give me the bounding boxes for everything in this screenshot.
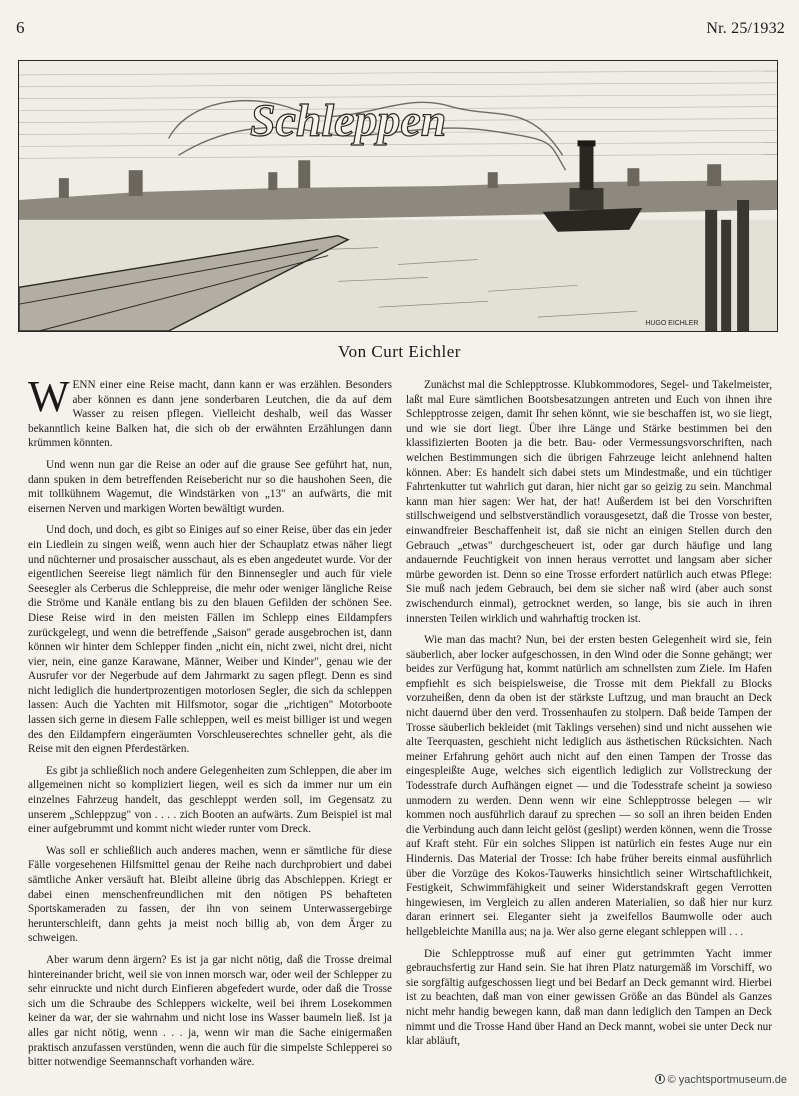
paragraph: Aber warum denn ärgern? Es ist ja gar nicht nötig, daß die Trosse dreimal hintereinander bricht, weil sie von innen morsch war, oder weil der Schlepper zu sehr einruckte und nicht durch Einfieren abgefedert wurde, oder daß die Trosse sich um die Schraube des Schleppers wickelte, weil bei ihrem Losekommen keiner da war, der sie wahrnahm und nicht lose ins Wasser baumeln ließ. Ist ja alles gar nicht nötig, wenn . . . ja, wenn wir man die Sache einigermaßen praktisch anzufassen verstünden, wenn die auch für die simpelste Schlepperei so bitter notwendige Seemannschaft vorhanden wäre. (28, 953, 392, 1069)
paragraph: Es gibt ja schließlich noch andere Gelegenheiten zum Schleppen, die aber im allgemeinen nicht so kompliziert liegen, weil es sich da immer nur um ein einzelnes Fahrzeug handelt, das geschleppt werden soll, im Gegensatz zu unserem „Schleppzug" von . . . . zich Booten an aufwärts. Zum Beispiel ist mal einer aufgebrummt und kommt nicht wieder runter vom Dreck. (28, 764, 392, 836)
watermark (655, 1074, 787, 1086)
article-left-column (28, 372, 392, 1069)
paragraph: Und doch, und doch, es gibt so Einiges auf so einer Reise, über das ein jeder ein Liedlein zu singen weiß, wenn auch hier der Schauplatz etwas näher liegt und nüchterner und prosaischer ausschaut, als es eben angedeutet wurde. Vor der eigentlichen Seereise liegt nämlich für den Binnensegler und auch für viele Seesegler als Cerberus die Schleppreise, die mehr oder weniger längliche Reise die Ströme und Kanäle entlang bis zu den blauen Gefilden der schönen See. Diese Reise wird in den meisten Fällen im Schlepp eines Eildampfers zurückgelegt, und wenn die betreffende „Saison" gerade ausgebrochen ist, dann können wir hinter dem Schlepper finden „nicht ein, nicht zwei, nicht drei, nicht vier, nein, eine ganze Karawane, Männer, Weiber und Kinder", genau wie der Ausrufer vor der Negerbude auf dem Jahrmarkt zu sagen pflegt. Denn es sind nicht lediglich die hundertprozentigen motorlosen Segler, die sich da schleppen lassen: Auch die Yachten mit Hilfsmotor, sogar die „richtigen" Motorboote lassen sich gerne in diesem Falle schleppen, weil es meist billiger ist und wegen des den Eildampfern eingeräumten Vorschleuserechtes schneller geht, als die Reise mit den eignen Pferdestärken. (28, 524, 392, 756)
watermark-text: © yachtsportmuseum.de (667, 1074, 787, 1086)
paragraph: Wie man das macht? Nun, bei der ersten besten Gelegenheit wird sie, fein säuberlich, aber locker aufgeschossen, in den Wind oder die Sonne gehängt; wer beides zur Verfügung hat, kommt natürlich am schnellsten zum Ziele. Im Hafen empfiehlt es sich beispielsweise, die Trosse mit dem Piekfall zu Blocks vorzuheißen, denn da oben ist der stärkste Luftzug, und man braucht an Deck nicht dauernd über den verd. Trossenhaufen zu stolpern. Daß beide Tampen der Trosse säuberlich bekleidet (mit Taklings versehen) sind und nicht aussehen wie alte Teerquasten, geschieht nicht lediglich aus ästhetischen Rücksichten. Nach meiner Erfahrung gehört auch nicht auf den einen Tampen der Trosse das eingespleißte Auge, welches sich eigentlich lediglich zur Vollstreckung der Todesstrafe durch Aufhängen eignet — und die Todesstrafe scheint ja sowieso unmodern zu werden. Denn wenn wir eine Schlepptrosse belegen — wir kommen noch ausführlich darauf zu sprechen — so soll an ihren beiden Enden die Verbindung auch dann leicht gelöst (geslipt) werden können, wenn die Trosse auf Kraft steht. Für ein solches Slippen ist natürlich ein festes Auge nur ein Hindernis. Das Material der Trosse: Ich habe früher bereits einmal ausführlich über die Vorzüge des Kokos-Tauwerks hinsichtlich seiner Wirtschaftlichkeit, Festigkeit, Schwimmfähigkeit und seiner Widerstandskraft gegen Verrotten hingewiesen, im Vergleich zu allen anderen Materialien, so daß hier nur kurz daran erinnert sei. Eleganter sieht ja zweifellos Baumwolle oder auch hellgebleichte Manilla aus; na ja. Wer also gerne elegant schleppen will . . . (406, 634, 772, 938)
paragraph-text: ENN einer eine Reise macht, dann kann er was erzählen. Besonders aber können es dann jene sonderbaren Leutchen, die da auf dem Wasser zu reisen pflegen. Vielleicht deshalb, weil das Wasser bekanntlich keine Balken hat, die sich ob der erwähnten Erzählungen dann krümmen könnten. (28, 379, 392, 450)
harbor-tug-illustration (18, 60, 778, 332)
dropcap: W (28, 372, 70, 421)
page-number: 6 (16, 18, 25, 37)
illustration-lettering: Schleppen (250, 94, 447, 146)
article-byline: Von Curt Eichler (338, 342, 461, 361)
artist-signature: HUGO EICHLER (645, 320, 699, 328)
copyright-icon (655, 1074, 665, 1084)
illustration-drawing (19, 61, 777, 331)
paragraph (28, 372, 392, 451)
paragraph: Was soll er schließlich auch anderes machen, wenn er sämtliche für diese Fälle vorgesehenen Hilfsmittel genau der Reihe nach durchprobiert und dabei sämtliche Anker versäuft hat. Bleibt alleine übrig das Abschleppen. Kriegt er dabei einen menschenfreundlichen mit den nötigen PS behafteten Sportskameraden zu fassen, der ihn von seinem Unterwassergebirge herunterschleift, dann gehts ja meist noch billig ab, von dem Ärger zu schweigen. (28, 844, 392, 945)
paragraph: Zunächst mal die Schlepptrosse. Klubkommodores, Segel- und Takelmeister, laßt mal Eure sämtlichen Bootsbesatzungen antreten und Euch von ihnen ihre Schlepptrosse zeigen, damit Ihr sehen könnt, wie sie beschaffen ist, wo sie liegt, und wie sie dort liegt. Über ihre Länge und Stärke bestimmen bei den klassifizierten Booten ja die betr. Bau- oder Vermessungsvorschriften, nach welchen Bestimmungen sich die übrigen Fahrzeuge leicht anlehnend halten können. Aber: Es handelt sich dabei stets um Mindestmaße, und ein tüchtiger Fahrtenkutter tut wahrlich gut daran, hier nicht gar so geizig zu sein. Manchmal kann man hier sagen: Wer hat, der hat! Außerdem ist bei den Vorschriften stillschweigend und selbstverständlich vorausgesetzt, daß die Trosse von bester, einwandfreier Beschaffenheit ist, daß sie nicht an einigen Stellen durch den Gebrauch „etwas" durchgescheuert ist, oder gar durch häufige und lang andauernde Feuchtigkeit von innen heraus verrottet und langsam aber sicher mürbe geworden ist. Denn so eine Trosse erfordert natürlich auch etwas Pflege: Sie muß nach jedem Gebrauch, bei dem sie sicher naß wird (aber auch sonst zwischendurch einmal), getrocknet werden, so lange, bis sie auch in ihren innersten Teilen wirklich und wahrhaftig trocken ist. (406, 379, 772, 625)
paragraph: Die Schlepptrosse muß auf einer gut getrimmten Yacht immer gebrauchsfertig zur Hand sein. Sie hat ihren Platz naturgemäß im Vorschiff, wo sie sorgfältig aufgeschossen liegt und bei Bedarf an Deck gemannt wird. Hierbei ist zu beachten, daß man von einer gewissen Größe an das Bündel als Ganzes nicht mehr handig bewegen kann, daß man dann lediglich den Tampen an Deck nimmt und die Trosse Hand über Hand an Deck mannt, wobei sie unter Deck nur klar abläuft, (406, 947, 772, 1048)
issue-label: Nr. 25/1932 (706, 20, 785, 37)
paragraph: Und wenn nun gar die Reise an oder auf die grause See geführt hat, nun, dann spuken in dem betreffenden Reisebericht nur so die haushohen Seen, die mit tollkühnem Wagemut, die Windstärken von „13" an aufwärts, die mit eisernen Nerven und markigen Worten bewältigt wurden. (28, 458, 392, 515)
article-right-column (406, 378, 772, 1058)
pilings (705, 200, 749, 331)
